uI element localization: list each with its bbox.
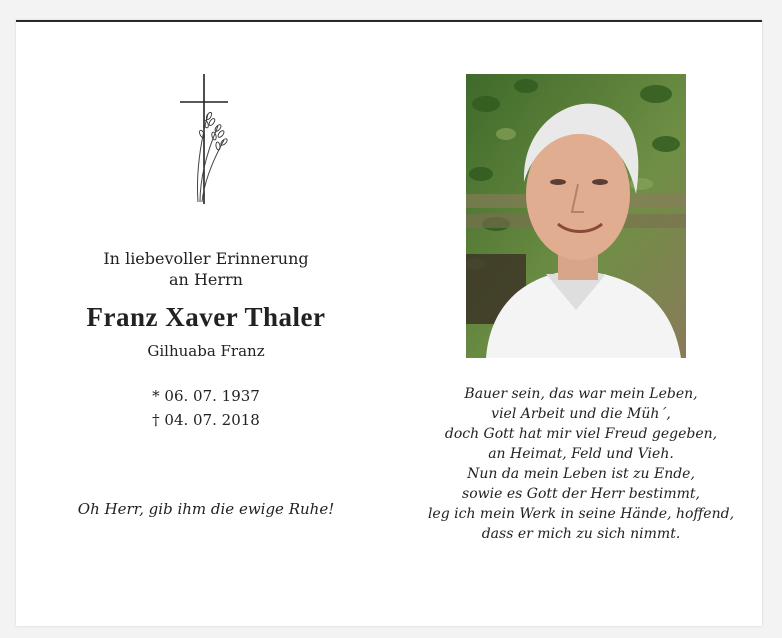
prayer-text: Oh Herr, gib ihm die ewige Ruhe! <box>77 500 335 518</box>
poem-line: an Heimat, Feld und Vieh. <box>488 446 674 462</box>
poem-line: leg ich mein Werk in seine Hände, hoffend, <box>427 506 735 522</box>
poem-line: dass er mich zu sich nimmt. <box>481 526 681 542</box>
nickname: Gilhuaba Franz <box>147 342 265 360</box>
birth-date: * 06. 07. 1937 <box>152 387 260 405</box>
memorial-card <box>16 20 762 626</box>
poem <box>406 384 756 544</box>
left-panel <box>16 22 396 626</box>
poem-line: doch Gott hat mir viel Freud gegeben, <box>444 426 718 442</box>
intro-line-2: an Herrn <box>169 270 243 289</box>
intro-line-1: In liebevoller Erinnerung <box>103 249 309 268</box>
life-dates <box>16 384 396 432</box>
cross-with-wheat-icon <box>178 74 234 210</box>
poem-line: viel Arbeit und die Müh´, <box>491 406 671 422</box>
death-date: † 04. 07. 2018 <box>152 411 260 429</box>
poem-line: Bauer sein, das war mein Leben, <box>464 386 698 402</box>
intro-text <box>16 248 396 290</box>
poem-line: sowie es Gott der Herr bestimmt, <box>462 486 700 502</box>
portrait-photo <box>466 74 686 358</box>
deceased-name: Franz Xaver Thaler <box>86 302 326 332</box>
poem-line: Nun da mein Leben ist zu Ende, <box>467 466 695 482</box>
